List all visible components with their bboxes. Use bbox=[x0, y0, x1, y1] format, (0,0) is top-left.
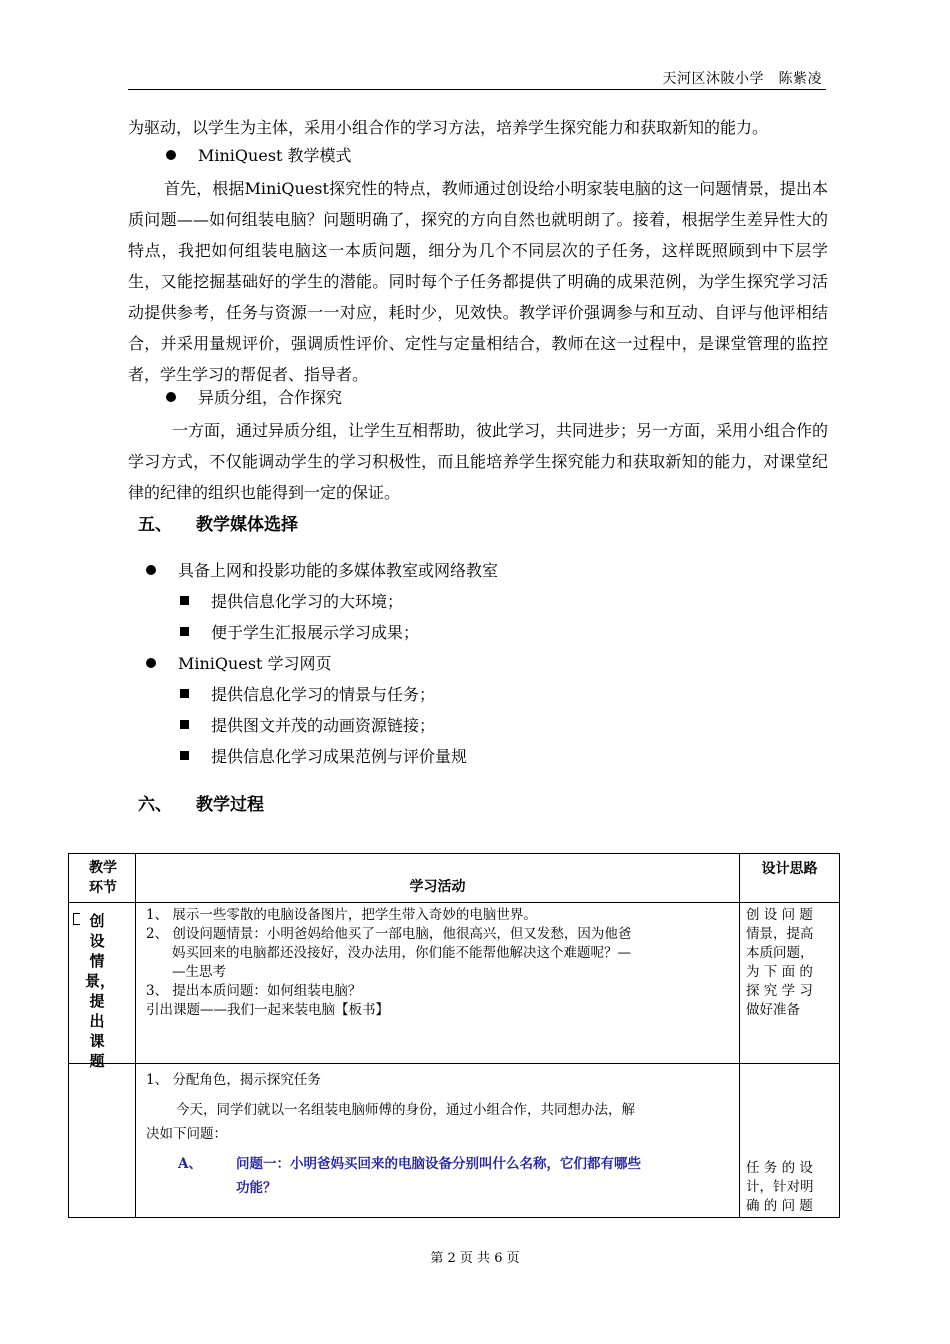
design-line: 探 究 学 习 bbox=[746, 983, 813, 999]
header-cell-activity bbox=[135, 853, 740, 903]
bullet-label: MiniQuest 学习网页 bbox=[178, 654, 332, 673]
section-heading-process bbox=[138, 790, 264, 815]
activity-line: 今天，同学们就以一名组装电脑师傅的身份，通过小组合作，共同想办法，解 bbox=[176, 1102, 635, 1118]
question-text: 问题一：小明爸妈买回来的电脑设备分别叫什么名称，它们都有哪些 bbox=[236, 1156, 641, 1172]
question-text: 功能？ bbox=[236, 1180, 277, 1196]
activity-line: 3、 提出本质问题：如何组装电脑？ bbox=[146, 983, 362, 999]
bullet-square-icon bbox=[180, 720, 189, 729]
group-paragraph: 一方面，通过异质分组，让学生互相帮助，彼此学习，共同进步；另一方面，采用小组合作的学习方式，不仅能调动学生的学习积极性，而且能培养学生探究能力和获取新知的能力，对课堂纪律的纪律的组织也能得到一定的保证。 bbox=[128, 421, 829, 502]
bullet-label: 提供信息化学习成果范例与评价量规 bbox=[211, 747, 468, 766]
page-header: 天河区沐陂小学 陈紫凌 bbox=[662, 71, 822, 87]
teaching-process-table bbox=[68, 853, 840, 1218]
bullet-dot-icon bbox=[166, 392, 176, 402]
header-cell-design bbox=[739, 853, 840, 903]
activity-line: 引出课题——我们一起来装电脑【板书】 bbox=[146, 1002, 389, 1018]
bullet-dot-icon bbox=[146, 658, 156, 668]
bullet-label: 便于学生汇报展示学习成果； bbox=[211, 623, 420, 642]
section-title: 教学过程 bbox=[196, 795, 264, 815]
media-subitem bbox=[180, 745, 467, 769]
miniquest-paragraph: 首先，根据MiniQuest探究性的特点，教师通过创设给小明家装电脑的这一问题情景，提出本质问题——如何组装电脑？问题明确了，探究的方向自然也就明朗了。接着，根据学生差异性大的特点，我把如何组装电脑这一本质问题，细分为几个不同层次的子任务，这样既照顾到中下层学生，又能挖掘基础好的学生的潜能。同时每个子任务都提供了明确的成果范例，为学生探究学习活动提供参考，任务与资源一一对应，耗时少，见效快。教学评价强调参与和互动、自评与他评相结合，并采用量规评价，强调质性评价、定性与定量相结合，教师在这一过程中，是课堂管理的监控者，学生学习的帮促者、指导者。 bbox=[128, 179, 828, 384]
header-rule bbox=[128, 89, 826, 90]
media-subitem bbox=[180, 683, 435, 707]
bullet-label: 提供信息化学习的大环境； bbox=[211, 592, 404, 611]
activity-line: 1、 分配角色，揭示探究任务 bbox=[146, 1072, 321, 1088]
activity-line: 1、 展示一些零散的电脑设备图片，把学生带入奇妙的电脑世界。 bbox=[146, 907, 537, 923]
design-line: 为 下 面 的 bbox=[746, 964, 813, 980]
bullet-dot-icon bbox=[166, 150, 176, 160]
activity-cell bbox=[135, 1063, 740, 1218]
section-title: 教学媒体选择 bbox=[196, 515, 298, 535]
design-line: 任 务 的 设 bbox=[746, 1160, 813, 1176]
design-cell bbox=[739, 1063, 840, 1218]
activity-cell bbox=[135, 902, 740, 1064]
media-item-webpage bbox=[146, 652, 332, 676]
design-line: 做好准备 bbox=[746, 1002, 800, 1018]
section-number: 五、 bbox=[138, 515, 172, 535]
page-footer: 第 2 页 共 6 页 bbox=[430, 1251, 520, 1266]
section-number: 六、 bbox=[138, 795, 172, 815]
design-cell bbox=[739, 902, 840, 1064]
design-line: 计，针对明 bbox=[746, 1179, 814, 1195]
bullet-label: MiniQuest 教学模式 bbox=[198, 146, 352, 165]
section-heading-media bbox=[138, 510, 298, 535]
bullet-dot-icon bbox=[146, 565, 156, 575]
bullet-label: 提供图文并茂的动画资源链接； bbox=[211, 716, 436, 735]
media-subitem bbox=[180, 621, 419, 645]
bullet-label: 异质分组，合作探究 bbox=[198, 388, 343, 407]
activity-line: 决如下问题： bbox=[146, 1126, 227, 1142]
design-line: 确 的 问 题 bbox=[746, 1198, 813, 1214]
header-label: 教学环节 bbox=[89, 860, 117, 896]
bullet-square-icon bbox=[180, 689, 189, 698]
activity-line: 2、 创设问题情景：小明爸妈给他买了一部电脑，他很高兴，但又发愁，因为他爸 bbox=[146, 926, 632, 942]
design-line: 情景，提高 bbox=[746, 926, 814, 942]
bullet-label: 具备上网和投影功能的多媒体教室或网络教室 bbox=[178, 561, 499, 580]
media-subitem bbox=[180, 714, 435, 738]
bullet-miniquest-mode bbox=[166, 144, 352, 168]
header-label: 学习活动 bbox=[409, 879, 466, 895]
bullet-group-inquiry bbox=[166, 386, 342, 410]
marker-icon bbox=[73, 913, 80, 925]
bullet-label: 提供信息化学习的情景与任务； bbox=[211, 685, 436, 704]
design-line: 创 设 问 题 bbox=[746, 907, 813, 923]
header-label: 设计思路 bbox=[761, 861, 818, 877]
stage-cell bbox=[68, 902, 136, 1070]
stage-label: 创设情景，提出课题 bbox=[85, 912, 116, 1070]
bullet-square-icon bbox=[180, 596, 189, 605]
activity-line: —生思考 bbox=[172, 964, 226, 980]
question-label: A、 bbox=[178, 1156, 202, 1172]
intro-tail-paragraph: 为驱动，以学生为主体，采用小组合作的学习方法，培养学生探究能力和获取新知的能力。 bbox=[128, 118, 769, 137]
bullet-square-icon bbox=[180, 751, 189, 760]
media-item-classroom bbox=[146, 559, 498, 583]
design-line: 本质问题， bbox=[746, 945, 814, 961]
header-cell-stage bbox=[68, 853, 136, 903]
stage-cell bbox=[68, 1063, 136, 1218]
bullet-square-icon bbox=[180, 627, 189, 636]
media-subitem bbox=[180, 590, 403, 614]
activity-line: 妈买回来的电脑都还没接好，没办法用，你们能不能帮他解决这个难题呢？— bbox=[172, 945, 631, 961]
